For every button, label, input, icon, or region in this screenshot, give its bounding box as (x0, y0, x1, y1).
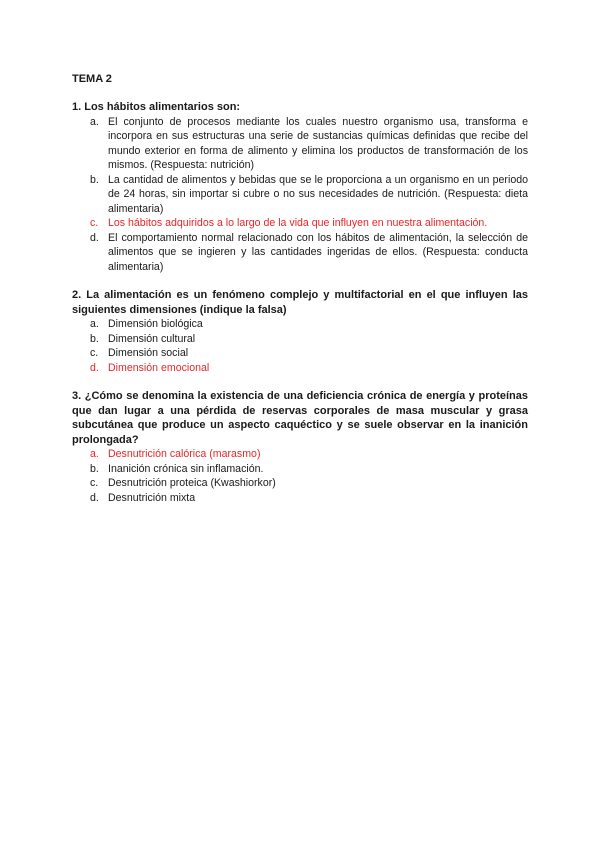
option-b (72, 462, 528, 477)
option-d-correct (72, 361, 528, 376)
page-title: TEMA 2 (72, 73, 112, 85)
option-d (72, 491, 528, 506)
option-letter: b. (90, 332, 99, 345)
option-text: Dimensión social (108, 347, 189, 359)
option-a (72, 317, 528, 332)
option-text: Dimensión emocional (108, 361, 210, 374)
option-letter: a. (90, 318, 99, 330)
option-letter: d. (90, 361, 99, 374)
option-c-correct (72, 216, 528, 231)
option-text: Dimensión biológica (108, 318, 203, 330)
question-1 (72, 100, 528, 274)
option-text: Inanición crónica sin inflamación. (108, 462, 264, 475)
option-letter: c. (90, 347, 99, 359)
option-letter: d. (90, 231, 99, 244)
option-text: La cantidad de alimentos y bebidas que se le proporciona a un organismo en un periodo de 24 horas, sin importar si cubre o no sus necesidades de nutrición. (Respuesta: dieta alimentaria) (108, 173, 528, 215)
option-d (72, 231, 528, 275)
option-a (72, 115, 528, 173)
question-text: 1. Los hábitos alimentarios son: (72, 101, 241, 113)
option-text: Los hábitos adquiridos a lo largo de la vida que influyen en nuestra alimentación. (108, 217, 488, 229)
option-text: Desnutrición calórica (marasmo) (108, 448, 261, 460)
option-letter: c. (90, 477, 99, 489)
question-2 (72, 288, 528, 375)
option-c (72, 476, 528, 491)
option-letter: d. (90, 491, 99, 504)
option-text: Desnutrición mixta (108, 491, 196, 504)
option-letter: a. (90, 448, 99, 460)
option-text: El conjunto de procesos mediante los cuales nuestro organismo usa, transforma e incorpora en sus estructuras una serie de sustancias químicas definidas que recibe del mundo exterior en forma de alimento y elimina los productos de transformación de los mismos. (Respuesta: nutrición) (108, 115, 528, 171)
option-text: Desnutrición proteica (Kwashiorkor) (108, 477, 276, 489)
option-letter: c. (90, 217, 99, 229)
option-a-correct (72, 447, 528, 462)
option-letter: b. (90, 462, 99, 475)
option-list (72, 115, 528, 275)
question-text: 2. La alimentación es un fenómeno complejo y multifactorial en el que influyen las siguientes dimensiones (indique la falsa) (72, 289, 528, 316)
option-letter: b. (90, 173, 99, 186)
option-text: Dimensión cultural (108, 332, 196, 345)
option-b (72, 173, 528, 217)
option-c (72, 346, 528, 361)
question-3 (72, 389, 528, 505)
option-list (72, 447, 528, 505)
option-text: El comportamiento normal relacionado con los hábitos de alimentación, la selección de alimentos que se ingieren y las cantidades ingeridas de ellos. (Respuesta: conducta alimentaria) (108, 231, 528, 273)
document-page (72, 72, 528, 519)
option-b (72, 332, 528, 347)
question-text: 3. ¿Cómo se denomina la existencia de una deficiencia crónica de energía y proteínas que dan lugar a una pérdida de reservas corporales de masa muscular y grasa subcutánea que produce un aspecto caquéctico y se suele observar en la inanición prolongada? (72, 390, 528, 446)
option-letter: a. (90, 115, 99, 128)
option-list (72, 317, 528, 375)
